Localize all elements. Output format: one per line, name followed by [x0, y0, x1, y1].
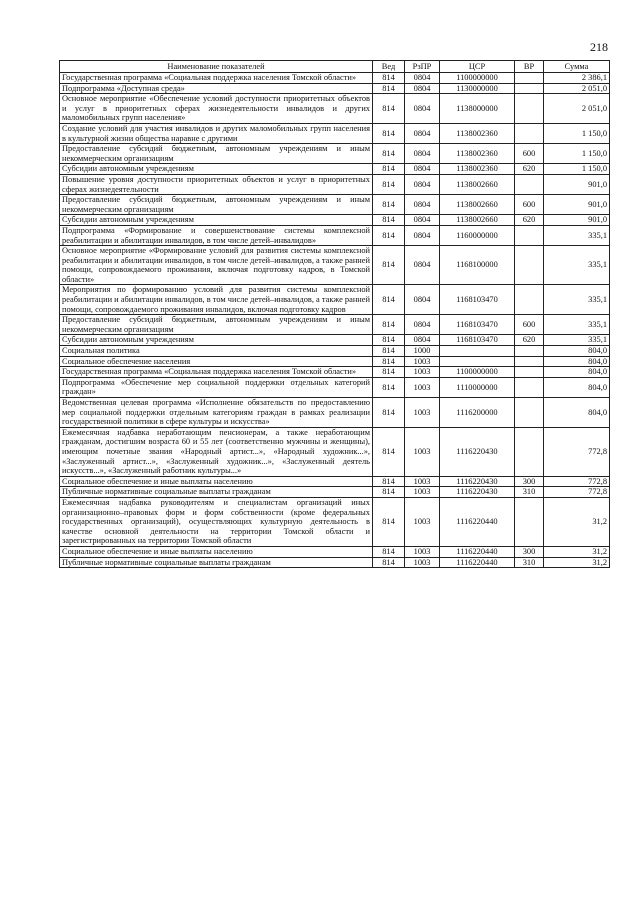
cell-sum: 31,2 [544, 497, 610, 546]
cell-ved: 814 [373, 346, 405, 357]
cell-rzpr: 0804 [405, 73, 440, 84]
table-row [60, 144, 610, 164]
cell-name: Повышение уровня доступности приоритетных объектов и услуг в приоритетных сферах жизнедеятельности [60, 174, 373, 194]
cell-name: Социальное обеспечение населения [60, 356, 373, 367]
cell-name: Основное мероприятие «Обеспечение условий доступности приоритетных объектов и услуг в приоритетных сферах жизнедеятельности инвалидов и других маломобильных групп населения» [60, 94, 373, 124]
cell-csr: 1116220430 [440, 487, 515, 498]
cell-rzpr: 0804 [405, 246, 440, 285]
cell-ved: 814 [373, 356, 405, 367]
cell-rzpr: 1003 [405, 356, 440, 367]
cell-csr: 1100000000 [440, 73, 515, 84]
cell-sum: 335,1 [544, 285, 610, 315]
cell-sum: 901,0 [544, 174, 610, 194]
table-row [60, 557, 610, 568]
cell-vr [515, 225, 544, 245]
table-row [60, 427, 610, 476]
cell-sum: 2 386,1 [544, 73, 610, 84]
cell-sum: 772,8 [544, 487, 610, 498]
cell-ved: 814 [373, 174, 405, 194]
cell-csr: 1116220430 [440, 427, 515, 476]
cell-sum: 335,1 [544, 225, 610, 245]
table-row [60, 315, 610, 335]
cell-vr: 310 [515, 487, 544, 498]
cell-sum: 2 051,0 [544, 94, 610, 124]
cell-name: Социальное обеспечение и иные выплаты населению [60, 476, 373, 487]
cell-rzpr: 0804 [405, 174, 440, 194]
header-ved: Вед [373, 61, 405, 73]
cell-csr [440, 356, 515, 367]
cell-ved: 814 [373, 83, 405, 94]
cell-ved: 814 [373, 557, 405, 568]
cell-ved: 814 [373, 195, 405, 215]
cell-vr [515, 356, 544, 367]
cell-csr: 1116200000 [440, 398, 515, 428]
cell-name: Социальная политика [60, 346, 373, 357]
cell-sum: 772,8 [544, 427, 610, 476]
cell-sum: 31,2 [544, 557, 610, 568]
cell-csr: 1116220440 [440, 546, 515, 557]
cell-name: Подпрограмма «Обеспечение мер социальной поддержки отдельных категорий граждан» [60, 377, 373, 397]
cell-ved: 814 [373, 487, 405, 498]
cell-rzpr: 1000 [405, 346, 440, 357]
cell-sum: 901,0 [544, 215, 610, 226]
cell-sum: 31,2 [544, 546, 610, 557]
table-row [60, 546, 610, 557]
table-row [60, 123, 610, 143]
cell-vr: 620 [515, 215, 544, 226]
cell-ved: 814 [373, 215, 405, 226]
cell-rzpr: 0804 [405, 83, 440, 94]
table-row [60, 73, 610, 84]
cell-sum: 1 150,0 [544, 144, 610, 164]
cell-vr: 600 [515, 144, 544, 164]
table-row [60, 285, 610, 315]
cell-rzpr: 0804 [405, 225, 440, 245]
cell-name: Ежемесячная надбавка неработающим пенсионерам, а также неработающим гражданам, достигшим возраста 60 и 55 лет (соответственно мужчины и женщины), имеющим почетные звания «Народный артист...», «Народный художник...», «Заслуженный артист...», «Заслуженный художник...», «Заслуженный деятель искусств...», «Заслуженный работник культуры...» [60, 427, 373, 476]
cell-ved: 814 [373, 73, 405, 84]
cell-csr: 1138002660 [440, 174, 515, 194]
header-csr: ЦСР [440, 61, 515, 73]
cell-csr: 1160000000 [440, 225, 515, 245]
cell-csr: 1138002360 [440, 123, 515, 143]
cell-csr: 1168103470 [440, 335, 515, 346]
cell-csr [440, 346, 515, 357]
cell-rzpr: 1003 [405, 487, 440, 498]
cell-csr: 1138002660 [440, 195, 515, 215]
cell-sum: 804,0 [544, 377, 610, 397]
table-row [60, 83, 610, 94]
cell-ved: 814 [373, 246, 405, 285]
cell-csr: 1116220440 [440, 497, 515, 546]
cell-csr: 1116220440 [440, 557, 515, 568]
cell-csr: 1130000000 [440, 83, 515, 94]
table-row [60, 356, 610, 367]
cell-csr: 1138000000 [440, 94, 515, 124]
cell-ved: 814 [373, 315, 405, 335]
cell-ved: 814 [373, 123, 405, 143]
cell-name: Государственная программа «Социальная поддержка населения Томской области» [60, 367, 373, 378]
cell-csr: 1116220430 [440, 476, 515, 487]
header-name: Наименование показателей [60, 61, 373, 73]
cell-vr: 600 [515, 195, 544, 215]
cell-rzpr: 1003 [405, 367, 440, 378]
cell-sum: 804,0 [544, 356, 610, 367]
cell-vr [515, 377, 544, 397]
table-row [60, 335, 610, 346]
cell-ved: 814 [373, 367, 405, 378]
cell-vr: 620 [515, 164, 544, 175]
table-row [60, 174, 610, 194]
cell-vr [515, 174, 544, 194]
cell-vr: 620 [515, 335, 544, 346]
cell-ved: 814 [373, 94, 405, 124]
cell-sum: 1 150,0 [544, 164, 610, 175]
cell-vr [515, 83, 544, 94]
table-row [60, 225, 610, 245]
table-row [60, 487, 610, 498]
cell-rzpr: 0804 [405, 195, 440, 215]
cell-rzpr: 1003 [405, 557, 440, 568]
table-row [60, 246, 610, 285]
table-row [60, 94, 610, 124]
cell-name: Субсидии автономным учреждениям [60, 164, 373, 175]
cell-vr: 310 [515, 557, 544, 568]
cell-vr [515, 73, 544, 84]
cell-sum: 1 150,0 [544, 123, 610, 143]
cell-rzpr: 0804 [405, 123, 440, 143]
cell-rzpr: 0804 [405, 164, 440, 175]
cell-csr: 1168100000 [440, 246, 515, 285]
cell-vr [515, 346, 544, 357]
header-rzpr: РзПР [405, 61, 440, 73]
cell-vr [515, 427, 544, 476]
cell-name: Социальное обеспечение и иные выплаты населению [60, 546, 373, 557]
cell-vr [515, 398, 544, 428]
header-vr: ВР [515, 61, 544, 73]
cell-ved: 814 [373, 285, 405, 315]
cell-name: Подпрограмма «Формирование и совершенствование системы комплексной реабилитации и абилитации инвалидов, в том числе детей–инвалидов» [60, 225, 373, 245]
cell-ved: 814 [373, 398, 405, 428]
cell-name: Ежемесячная надбавка руководителям и специалистам организаций иных организационно–правовых форм и форм собственности (кроме федеральных государственных организаций), осуществляющих культурную деятельность в качестве основной деятельности на территории Томской области и зарегистрированных на территории Томской области [60, 497, 373, 546]
cell-name: Ведомственная целевая программа «Исполнение обязательств по предоставлению мер социальной поддержки отдельным категориям граждан в рамках реализации государственной политики в сфере культуры и искусства» [60, 398, 373, 428]
cell-sum: 804,0 [544, 398, 610, 428]
cell-rzpr: 0804 [405, 335, 440, 346]
budget-table [59, 60, 610, 568]
cell-name: Основное мероприятие «Формирование условий для развития системы комплексной реабилитации и абилитации инвалидов, в том числе детей–инвалидов, а также ранней помощи, сопровождаемого проживания, включая подготовку кадров, в Томской области» [60, 246, 373, 285]
cell-rzpr: 1003 [405, 476, 440, 487]
table-row [60, 377, 610, 397]
cell-ved: 814 [373, 546, 405, 557]
cell-name: Субсидии автономным учреждениям [60, 215, 373, 226]
cell-sum: 335,1 [544, 246, 610, 285]
cell-ved: 814 [373, 164, 405, 175]
header-sum: Сумма [544, 61, 610, 73]
table-row [60, 215, 610, 226]
cell-name: Субсидии автономным учреждениям [60, 335, 373, 346]
cell-name: Государственная программа «Социальная поддержка населения Томской области» [60, 73, 373, 84]
cell-rzpr: 0804 [405, 285, 440, 315]
cell-ved: 814 [373, 497, 405, 546]
cell-vr [515, 123, 544, 143]
cell-sum: 335,1 [544, 335, 610, 346]
cell-vr [515, 497, 544, 546]
table-row [60, 476, 610, 487]
cell-sum: 335,1 [544, 315, 610, 335]
cell-vr [515, 246, 544, 285]
cell-name: Предоставление субсидий бюджетным, автономным учреждениям и иным некоммерческим организациям [60, 195, 373, 215]
cell-csr: 1138002660 [440, 215, 515, 226]
table-row [60, 195, 610, 215]
cell-sum: 2 051,0 [544, 83, 610, 94]
cell-rzpr: 1003 [405, 497, 440, 546]
table-row [60, 497, 610, 546]
cell-sum: 804,0 [544, 346, 610, 357]
cell-rzpr: 1003 [405, 398, 440, 428]
cell-csr: 1110000000 [440, 377, 515, 397]
cell-csr: 1138002360 [440, 144, 515, 164]
cell-rzpr: 1003 [405, 427, 440, 476]
cell-csr: 1100000000 [440, 367, 515, 378]
cell-name: Публичные нормативные социальные выплаты гражданам [60, 487, 373, 498]
cell-ved: 814 [373, 377, 405, 397]
cell-vr [515, 367, 544, 378]
cell-rzpr: 1003 [405, 377, 440, 397]
cell-vr: 600 [515, 315, 544, 335]
cell-ved: 814 [373, 225, 405, 245]
cell-vr: 300 [515, 546, 544, 557]
cell-rzpr: 0804 [405, 144, 440, 164]
cell-ved: 814 [373, 144, 405, 164]
cell-sum: 772,8 [544, 476, 610, 487]
cell-sum: 804,0 [544, 367, 610, 378]
cell-name: Мероприятия по формированию условий для развития системы комплексной реабилитации и абилитации инвалидов, в том числе детей–инвалидов, а также ранней помощи, сопровождаемого проживания инвалидов, включая подготовку кадров [60, 285, 373, 315]
table-row [60, 398, 610, 428]
cell-ved: 814 [373, 335, 405, 346]
cell-rzpr: 0804 [405, 215, 440, 226]
cell-name: Подпрограмма «Доступная среда» [60, 83, 373, 94]
table-header [60, 61, 610, 73]
cell-ved: 814 [373, 476, 405, 487]
cell-name: Создание условий для участия инвалидов и других маломобильных групп населения в культурной жизни общества наравне с другими [60, 123, 373, 143]
cell-name: Публичные нормативные социальные выплаты гражданам [60, 557, 373, 568]
cell-csr: 1168103470 [440, 285, 515, 315]
cell-csr: 1168103470 [440, 315, 515, 335]
cell-name: Предоставление субсидий бюджетным, автономным учреждениям и иным некоммерческим организациям [60, 315, 373, 335]
table-body [60, 73, 610, 568]
cell-ved: 814 [373, 427, 405, 476]
table-row [60, 346, 610, 357]
cell-vr [515, 285, 544, 315]
table-row [60, 164, 610, 175]
cell-rzpr: 0804 [405, 315, 440, 335]
cell-sum: 901,0 [544, 195, 610, 215]
cell-rzpr: 0804 [405, 94, 440, 124]
cell-name: Предоставление субсидий бюджетным, автономным учреждениям и иным некоммерческим организациям [60, 144, 373, 164]
page-number: 218 [590, 40, 608, 54]
cell-csr: 1138002360 [440, 164, 515, 175]
table-row [60, 367, 610, 378]
cell-vr: 300 [515, 476, 544, 487]
cell-rzpr: 1003 [405, 546, 440, 557]
cell-vr [515, 94, 544, 124]
